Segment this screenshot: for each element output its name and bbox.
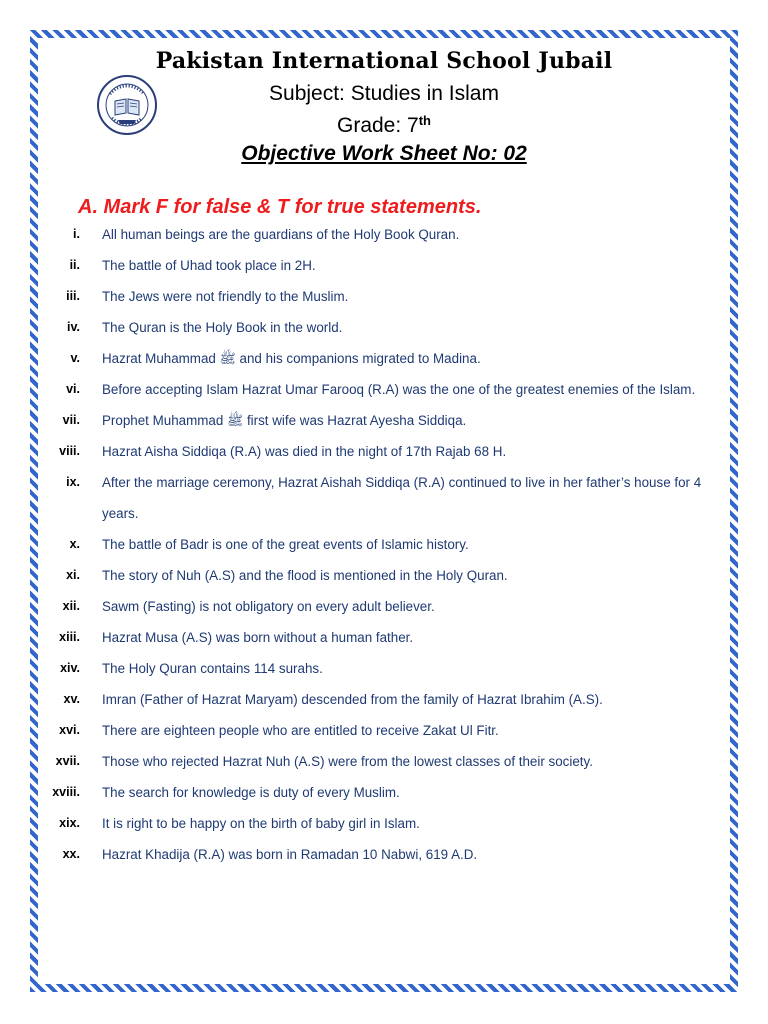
statement-number: xi. <box>66 568 80 582</box>
statement-item <box>40 374 730 405</box>
statement-text: Before accepting Islam Hazrat Umar Farooq (R.A) was the one of the greatest enemies of the Islam. <box>102 382 696 397</box>
statement-number: i. <box>73 227 80 241</box>
statement-item <box>40 405 730 436</box>
statement-item <box>40 250 730 281</box>
worksheet-title: Objective Work Sheet No: 02 <box>241 142 527 165</box>
statement-text: The battle of Uhad took place in 2H. <box>102 258 316 273</box>
statement-number: vi. <box>66 382 80 396</box>
statement-text: Hazrat Khadija (R.A) was born in Ramadan 10 Nabwi, 619 A.D. <box>102 847 478 862</box>
statement-number: ix. <box>66 475 80 489</box>
statement-item <box>40 777 730 808</box>
statement-number: xv. <box>63 692 80 706</box>
statement-item <box>40 343 730 374</box>
statement-text: Imran (Father of Hazrat Maryam) descended from the family of Hazrat Ibrahim (A.S). <box>102 692 603 707</box>
section-heading: A. Mark F for false & T for true statements. <box>78 196 482 218</box>
statement-number: xvii. <box>55 754 80 768</box>
statement-number: vii. <box>62 413 80 427</box>
statement-text: The Quran is the Holy Book in the world. <box>102 320 343 335</box>
statement-item <box>40 560 730 591</box>
statement-text: The Jews were not friendly to the Muslim. <box>102 289 349 304</box>
statement-item <box>40 281 730 312</box>
statement-text: Hazrat Muhammad ﷺ and his companions migrated to Madina. <box>102 351 481 366</box>
statement-list <box>40 219 730 870</box>
statement-item <box>40 591 730 622</box>
statement-item <box>40 529 730 560</box>
school-name: Pakistan International School Jubail <box>155 48 613 74</box>
statement-item <box>40 219 730 250</box>
statement-item <box>40 684 730 715</box>
statement-text: The story of Nuh (A.S) and the flood is mentioned in the Holy Quran. <box>102 568 508 583</box>
statement-item <box>40 808 730 839</box>
statement-item <box>40 312 730 343</box>
statement-number: viii. <box>59 444 80 458</box>
statement-number: xvi. <box>59 723 80 737</box>
grade-suffix: th <box>418 113 431 128</box>
statement-number: xiii. <box>59 630 80 644</box>
statement-text: Those who rejected Hazrat Nuh (A.S) were from the lowest classes of their society. <box>102 754 593 769</box>
statement-item <box>40 746 730 777</box>
statement-text: The Holy Quran contains 114 surahs. <box>102 661 323 676</box>
statement-number: xix. <box>59 816 80 830</box>
statement-item <box>40 715 730 746</box>
statement-text: Hazrat Musa (A.S) was born without a human father. <box>102 630 414 645</box>
statement-number: xx. <box>62 847 80 861</box>
statement-number: xii. <box>62 599 80 613</box>
statement-number: x. <box>69 537 80 551</box>
statement-text: Hazrat Aisha Siddiqa (R.A) was died in the night of 17th Rajab 68 H. <box>102 444 507 459</box>
statement-number: ii. <box>69 258 80 272</box>
statement-text: There are eighteen people who are entitled to receive Zakat Ul Fitr. <box>102 723 499 738</box>
statement-number: xviii. <box>52 785 80 799</box>
statement-text: Prophet Muhammad ﷺ first wife was Hazrat Ayesha Siddiqa. <box>102 413 467 428</box>
statement-number: iv. <box>67 320 80 334</box>
statement-text: The search for knowledge is duty of every Muslim. <box>102 785 400 800</box>
statement-item <box>40 653 730 684</box>
statement-item <box>40 839 730 870</box>
subject-title: Subject: Studies in Islam <box>269 82 499 105</box>
statement-item <box>40 622 730 653</box>
grade-label: Grade: 7 <box>337 114 419 137</box>
statement-number: v. <box>70 351 80 365</box>
statement-number: iii. <box>66 289 80 303</box>
statement-number: xiv. <box>60 661 80 675</box>
grade-title <box>0 113 768 138</box>
statement-text: Sawm (Fasting) is not obligatory on every adult believer. <box>102 599 435 614</box>
statement-text: All human beings are the guardians of the Holy Book Quran. <box>102 227 460 242</box>
statement-text: After the marriage ceremony, Hazrat Aishah Siddiqa (R.A) continued to live in her father’s house for 4 years. <box>102 475 702 521</box>
statement-text: It is right to be happy on the birth of baby girl in Islam. <box>102 816 420 831</box>
statement-item <box>40 467 730 529</box>
statement-item <box>40 436 730 467</box>
statement-text: The battle of Badr is one of the great events of Islamic history. <box>102 537 469 552</box>
